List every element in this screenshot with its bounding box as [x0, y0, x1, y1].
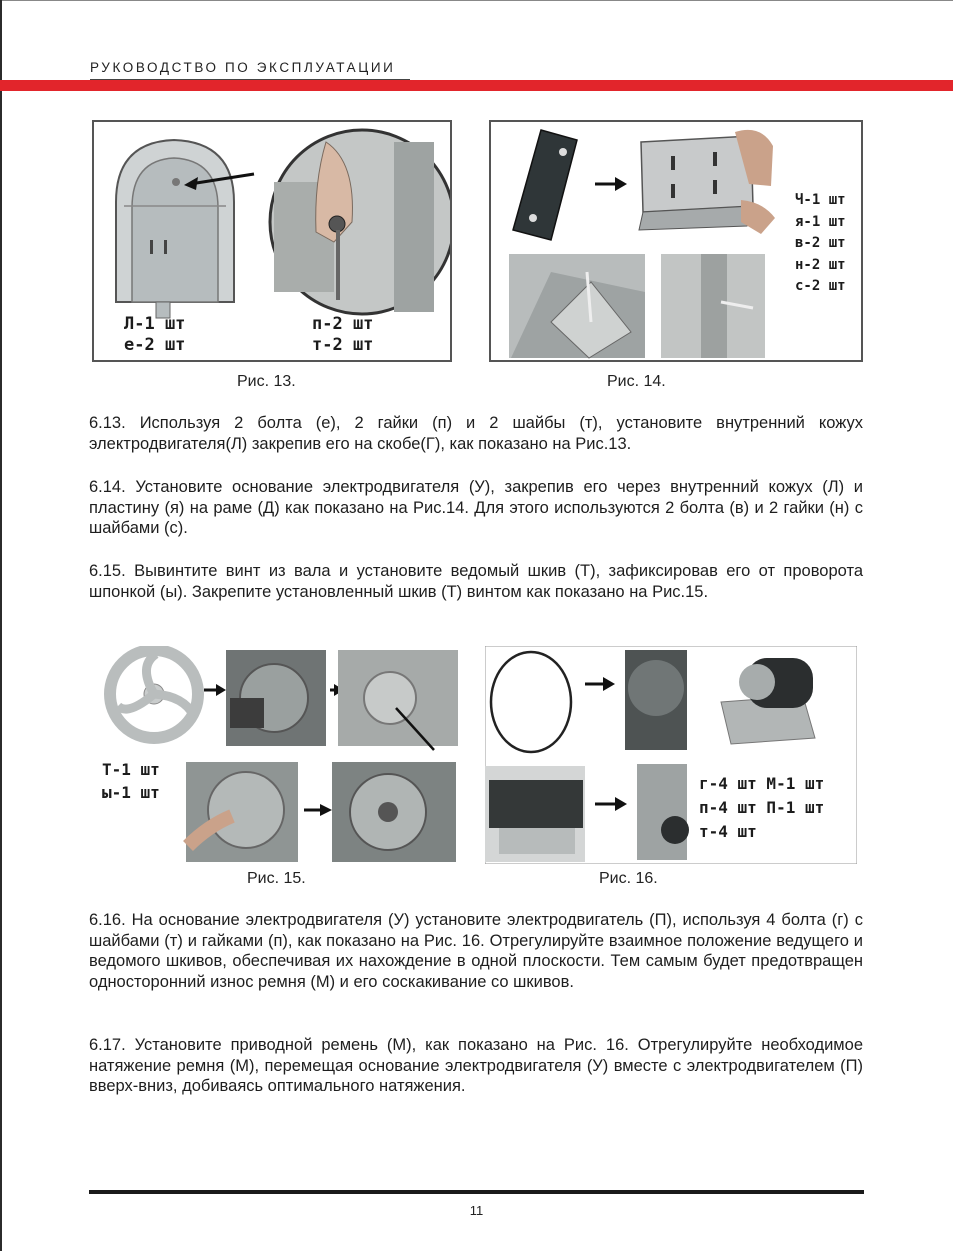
frame-mount-photos — [509, 254, 765, 358]
figure-14-caption: Рис. 14. — [607, 373, 666, 390]
figure-13-parts-right: п-2 шт т-2 шт — [312, 314, 374, 356]
paragraph-6-16: 6.16. На основание электродвигателя (У) установите электродвигатель (П), используя 4 болта (г) с шайбами (т) и гайками (п), как показано на Рис. 16. Отрегулируйте взаимное положение ведущего и ведомого шкивов, обеспечивая их нахождение в одной плоскости. Тем самым будет предотвращен односторонний износ ремня (М) и его соскакивание со шкивов. — [89, 911, 863, 991]
figure-16-parts: г-4 шт М-1 шт п-4 шт П-1 шт т-4 шт — [699, 774, 825, 841]
figure-15 — [98, 646, 460, 864]
motor-base-drawing — [639, 130, 775, 234]
figure-16-caption: Рис. 16. — [599, 870, 658, 887]
figure-16 — [485, 646, 857, 864]
figure-15-parts: Т-1 шт ы-1 шт — [102, 760, 160, 802]
paragraph-6-13: 6.13. Используя 2 болта (е), 2 гайки (п) и 2 шайбы (т), установите внутренний кожух электродвигателя(Л) закрепив его на скобе(Г), как показано на Рис.13. — [89, 414, 863, 453]
plate-drawing — [513, 130, 577, 240]
footer-rule — [89, 1190, 864, 1194]
figure-13-parts-left: Л-1 шт е-2 шт — [124, 314, 186, 356]
figure-13 — [92, 120, 452, 362]
page-number: 11 — [469, 1203, 484, 1218]
paragraph-6-15: 6.15. Вывинтите винт из вала и установите ведомый шкив (Т), зафиксировав его от проворота шпонкой (ы). Закрепите установленный шкив (Т) винтом как показано на Рис.15. — [89, 562, 863, 601]
manual-header-title: РУКОВОДСТВО ПО ЭКСПЛУАТАЦИИ — [90, 60, 396, 75]
figure-14-parts: Ч-1 шт я-1 шт в-2 шт н-2 шт с-2 шт — [795, 192, 846, 294]
figure-15-illustration — [98, 646, 460, 864]
magnified-bolt-view — [270, 130, 450, 314]
figure-14 — [489, 120, 863, 362]
page-edge-top — [0, 0, 953, 1]
header-red-band — [0, 80, 953, 91]
page-edge-left — [0, 0, 2, 1251]
paragraph-6-17: 6.17. Установите приводной ремень (М), как показано на Рис. 16. Отрегулируйте необходимое натяжение ремня (М), перемещая основание электродвигателя (У) вместе с электродвигателем (П) вверх-вниз, добиваясь оптимального натяжения. — [89, 1036, 863, 1095]
paragraph-6-14: 6.14. Установите основание электродвигателя (У), закрепив его через внутренний кожух (Л) и пластину (я) на раме (Д) как показано на Рис.14. Для этого используются 2 болта (в) и 2 гайки (н) с шайбами (с). — [89, 478, 863, 537]
inner-cover-drawing — [116, 140, 234, 318]
figure-13-caption: Рис. 13. — [237, 373, 296, 390]
figure-15-caption: Рис. 15. — [247, 870, 306, 887]
